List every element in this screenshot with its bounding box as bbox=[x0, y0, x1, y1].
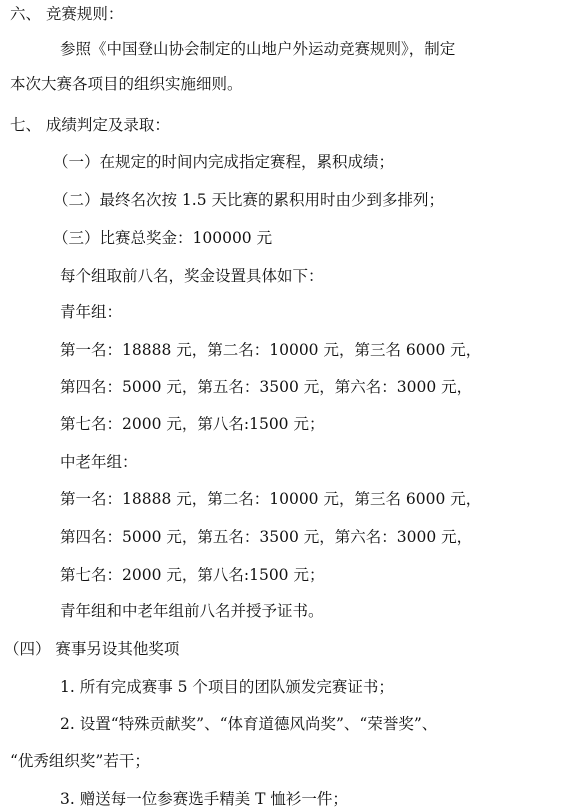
numbered-item: 2. 设置“特殊贡献奖”、“体育道德风尚奖”、“荣誉奖”、 bbox=[60, 715, 438, 733]
list-item: （二）最终名次按 1.5 天比赛的累积用时由少到多排列； bbox=[53, 191, 445, 209]
list-item: （一）在规定的时间内完成指定赛程，累积成绩； bbox=[53, 153, 395, 171]
prize-line: 第七名：2000 元，第八名:1500 元； bbox=[60, 566, 325, 584]
section-heading-rules: 六、 竞赛规则： bbox=[10, 5, 124, 23]
numbered-item: 1. 所有完成赛事 5 个项目的团队颁发完赛证书； bbox=[60, 678, 394, 696]
section-heading-other-awards: （四） 赛事另设其他奖项 bbox=[4, 640, 180, 658]
paragraph-line: 本次大赛各项目的组织实施细则。 bbox=[10, 75, 243, 93]
prize-line: 第四名：5000 元，第五名：3500 元，第六名：3000 元， bbox=[60, 528, 473, 546]
paragraph-line: 参照《中国登山协会制定的山地户外运动竞赛规则》，制定 bbox=[60, 40, 456, 58]
numbered-item: 3. 赠送每一位参赛选手精美 T 恤衫一件； bbox=[60, 790, 348, 808]
group-heading-senior: 中老年组： bbox=[60, 453, 138, 471]
section-heading-results: 七、 成绩判定及录取： bbox=[10, 116, 170, 134]
prize-line: 第一名：18888 元，第二名：10000 元，第三名 6000 元， bbox=[60, 490, 482, 508]
paragraph-line: 青年组和中老年组前八名并授予证书。 bbox=[60, 602, 324, 620]
prize-line: 第四名：5000 元，第五名：3500 元，第六名：3000 元， bbox=[60, 378, 473, 396]
group-heading-youth: 青年组： bbox=[60, 303, 123, 321]
paragraph-line: 每个组取前八名，奖金设置具体如下： bbox=[60, 267, 324, 285]
prize-line: 第七名：2000 元，第八名:1500 元； bbox=[60, 415, 325, 433]
prize-line: 第一名：18888 元，第二名：10000 元，第三名 6000 元， bbox=[60, 341, 482, 359]
numbered-item-continuation: “优秀组织奖”若干； bbox=[10, 752, 150, 770]
list-item: （三）比赛总奖金：100000 元 bbox=[53, 229, 273, 247]
